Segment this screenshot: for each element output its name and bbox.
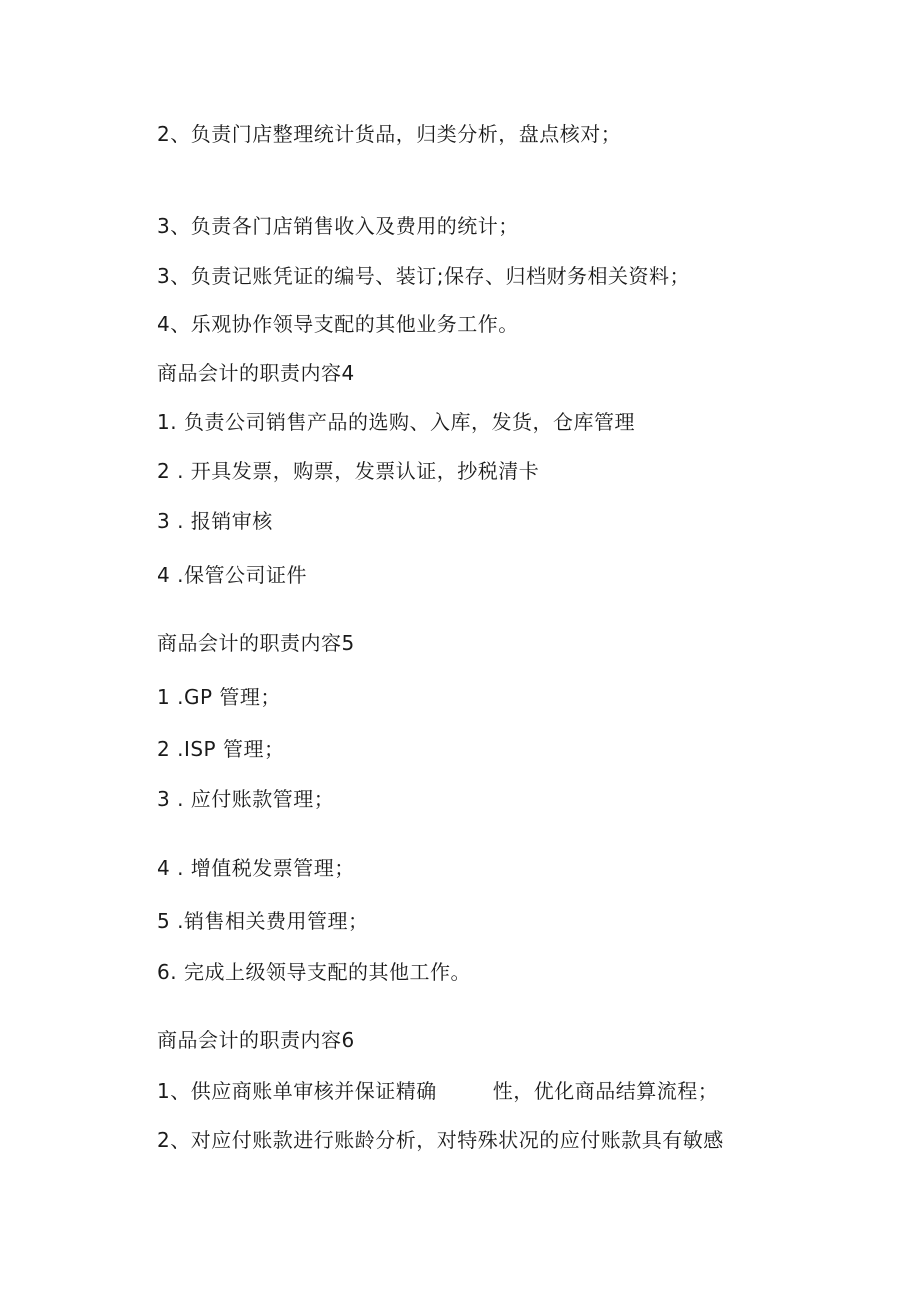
list-item: 2、对应付账款进行账龄分析，对特殊状况的应付账款具有敏感 [157,1128,724,1152]
list-item: 1. 负责公司销售产品的选购、入库，发货，仓库管理 [157,410,635,434]
list-item-part: 性，优化商品结算流程； [492,1079,719,1103]
section-heading: 商品会计的职责内容6 [157,1028,355,1052]
list-item: 3 . 应付账款管理； [157,787,335,811]
list-item: 3 . 报销审核 [157,509,273,533]
list-item: 3、负责记账凭证的编号、装订;保存、归档财务相关资料； [157,264,690,288]
list-item: 4 . 增值税发票管理； [157,856,355,880]
list-item: 4 .保管公司证件 [157,563,307,587]
list-item: 4、乐观协作领导支配的其他业务工作。 [157,312,519,336]
list-item: 2、负责门店整理统计货品，归类分析，盘点核对； [157,122,622,146]
section-heading: 商品会计的职责内容4 [157,361,355,385]
section-heading: 商品会计的职责内容5 [157,631,355,655]
list-item: 3、负责各门店销售收入及费用的统计； [157,214,519,238]
list-item-part: 1、供应商账单审核并保证精确 [157,1079,437,1103]
list-item: 1 .GP 管理； [157,685,281,709]
list-item: 6. 完成上级领导支配的其他工作。 [157,960,471,984]
list-item: 2 . 开具发票，购票，发票认证，抄税清卡 [157,459,540,483]
list-item: 5 .销售相关费用管理； [157,909,369,933]
list-item: 2 .ISP 管理； [157,737,285,761]
list-item [157,1077,718,1105]
